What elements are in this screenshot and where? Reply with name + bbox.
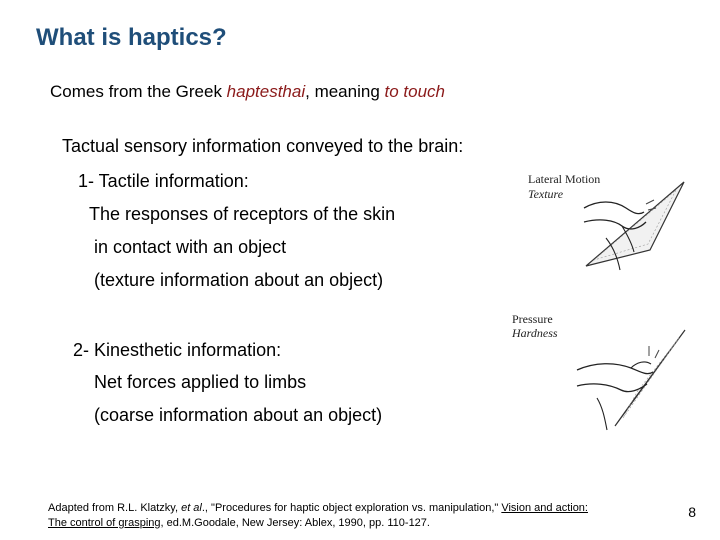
citation-title: ., "Procedures for haptic object exploration vs. manipulation," — [201, 502, 502, 514]
section-heading: Tactual sensory information conveyed to the brain: — [62, 136, 464, 156]
kinesthetic-line-1: Net forces applied to limbs — [94, 372, 307, 392]
lateral-motion-illustration — [580, 178, 690, 278]
intro-line — [50, 82, 445, 102]
tactile-line-2: in contact with an object — [94, 237, 287, 257]
citation-footnote — [48, 501, 608, 531]
intro-text-before: Comes from the Greek — [50, 82, 227, 101]
citation-book-title: Vision and action: The control of grasping — [48, 502, 588, 529]
tactile-line-1: The responses of receptors of the skin — [89, 204, 396, 224]
meaning-phrase: to touch — [384, 82, 446, 101]
citation-suffix: , ed.M.Goodale, New Jersey: Ablex, 1990, pp. 110-127. — [160, 517, 430, 529]
citation-et-al: et al — [181, 502, 202, 514]
kinesthetic-line-2: (coarse information about an object) — [94, 405, 383, 425]
tactile-line-3: (texture information about an object) — [94, 270, 384, 290]
figure-bottom-label-sub: Hardness — [512, 326, 558, 340]
greek-word: haptesthai — [226, 82, 306, 101]
figure-top-label-sub: Texture — [528, 187, 564, 201]
figure-bottom-label-main: Pressure — [512, 312, 553, 326]
figure-top-label-main: Lateral Motion — [528, 172, 601, 186]
citation-prefix: Adapted from R.L. Klatzky, — [48, 502, 182, 514]
slide-title: What is haptics? — [36, 24, 227, 51]
tactile-heading: 1- Tactile information: — [78, 171, 249, 191]
kinesthetic-heading: 2- Kinesthetic information: — [73, 340, 282, 360]
page-number: 8 — [688, 504, 696, 520]
pressure-illustration — [575, 326, 690, 436]
intro-text-middle: , meaning — [305, 82, 385, 101]
